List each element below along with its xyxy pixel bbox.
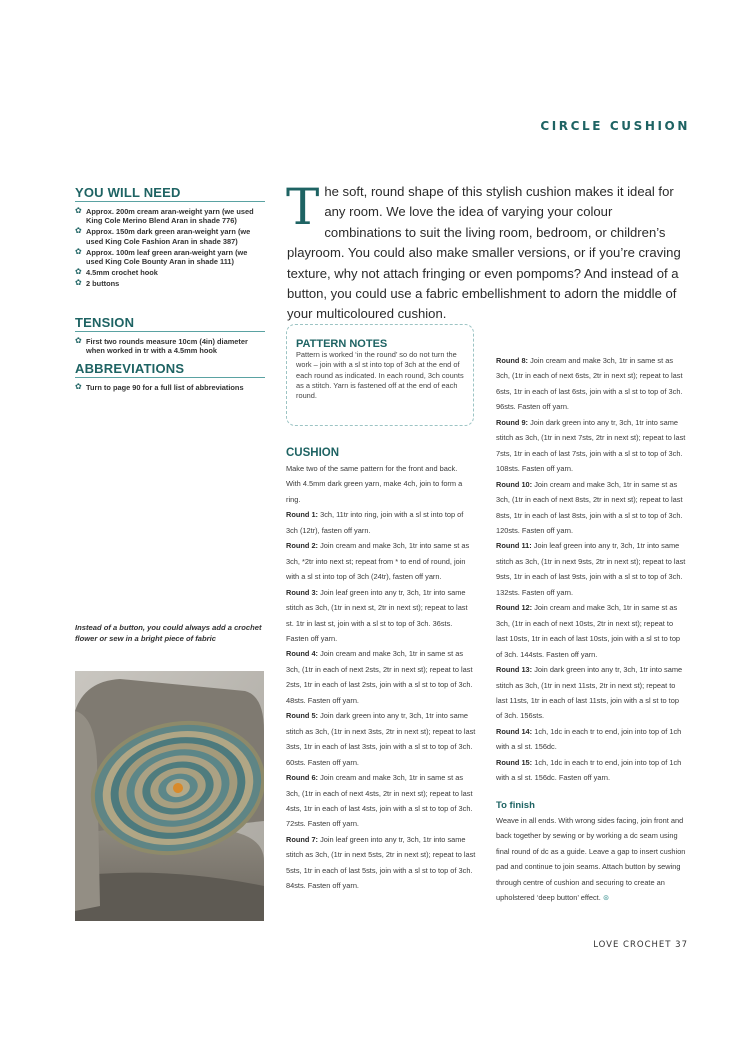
page-footer: LOVE CROCHET 37 — [593, 940, 688, 950]
cushion-heading: CUSHION — [286, 447, 340, 459]
materials-section — [75, 185, 265, 291]
materials-item: ✿ 2 buttons — [75, 278, 120, 289]
round-instruction: Round 9: Join dark green into any tr, 3ch, 1tr into same stitch as 3ch, (1tr in next 7sts, 2tr in next st); repeat to last 7sts, 1tr in each of last 7sts, join with a sl st to top of 3ch. 108sts. Fasten off yarn. — [496, 417, 686, 474]
end-mark-icon: ⊛ — [602, 892, 610, 902]
tension-section — [75, 315, 265, 357]
tension-item: ✿ First two rounds measure 10cm (4in) diameter when worked in tr with a 4.5mm hook — [75, 336, 248, 356]
finish-heading: To finish — [496, 799, 535, 811]
heading-rule — [75, 331, 265, 332]
flower-bullet-icon: ✿ — [75, 206, 82, 215]
abbreviations-heading: ABBREVIATIONS — [75, 361, 185, 376]
round-instruction: Round 15: 1ch, 1dc in each tr to end, join into top of 1ch with a sl st. 156dc. Fasten off yarn. — [496, 757, 682, 783]
abbreviations-section — [75, 361, 265, 394]
pattern-column-right — [496, 353, 686, 905]
round-instruction: Round 14: 1ch, 1dc in each tr to end, join into top of 1ch with a sl st. 156dc. — [496, 726, 682, 752]
abbreviations-item: ✿ Turn to page 90 for a full list of abbreviations — [75, 382, 244, 392]
flower-bullet-icon: ✿ — [75, 336, 82, 345]
round-instruction: Round 10: Join cream and make 3ch, 1tr in same st as 3ch, (1tr in each of next 8sts, 2tr in next st); repeat to last 8sts, 1tr in each of last 8sts, join with a sl st to top of 3ch. 120sts. Fasten off yarn. — [496, 479, 683, 535]
materials-heading: YOU WILL NEED — [75, 185, 181, 200]
pattern-notes-heading: PATTERN NOTES — [296, 338, 388, 350]
pattern-notes-box — [286, 324, 474, 426]
page-title: CIRCLE CUSHION — [540, 119, 690, 133]
flower-bullet-icon: ✿ — [75, 226, 82, 236]
round-instruction: Round 3: Join leaf green into any tr, 3ch, 1tr into same stitch as 3ch, (1tr in next st, 2tr in next st); repeat to last st. 1tr in last st, join with a sl st to top of 3ch. 36sts. Fasten off yarn. — [286, 587, 468, 643]
materials-item: ✿ Approx. 150m dark green aran-weight yarn (we used King Cole Fashion Aran in shade 387) — [75, 226, 251, 246]
pattern-column-left — [286, 445, 476, 894]
round-instruction: Round 4: Join cream and make 3ch, 1tr in same st as 3ch, (1tr in each of next 2sts, 2tr in next st); repeat to last 2sts, 1tr in each of last 2sts, join with a sl st to top of 3ch. 48sts. Fasten off yarn. — [286, 649, 473, 705]
intro-text: he soft, round shape of this stylish cushion makes it ideal for any room. We love the idea of varying your colour combinations to suit the living room, bedroom, or children’s playroom. You could also make smaller versions, or if you’re craving texture, why not attach fringing or even pompoms? And instead of a button, you could use a fabric embellishment to adorn the middle of your multicoloured cushion. — [287, 184, 681, 322]
round-instruction: Round 2: Join cream and make 3ch, 1tr into same st as 3ch, *2tr into next st; repeat from * to end of round, join with a sl st into top of 3ch (24tr), fasten off yarn. — [286, 541, 470, 582]
heading-rule — [75, 201, 265, 202]
materials-item: ✿ 4.5mm crochet hook — [75, 267, 158, 278]
round-instruction: Round 13: Join dark green into any tr, 3ch, 1tr into same stitch as 3ch, (1tr in next 11sts, 2tr in next st); repeat to last 11sts, 1tr in each of last 11sts, join with a sl st to top of 3ch. 156sts. — [496, 665, 683, 721]
materials-item: ✿ Approx. 100m leaf green aran-weight yarn (we used King Cole Bounty Aran in shade 111) — [75, 246, 248, 267]
flower-bullet-icon: ✿ — [75, 278, 82, 288]
cushion-intro: Make two of the same pattern for the front and back. — [286, 464, 458, 473]
round-instruction: Round 5: Join dark green into any tr, 3ch, 1tr into same stitch as 3ch, (1tr in next 3sts, 2tr in next st); repeat to last 3sts, 1tr in each of last 3sts, join with a sl st to top of 3ch. 60sts. Fasten off yarn. — [286, 711, 476, 767]
finish-text: Weave in all ends. With wrong sides facing, join front and back together by sewing or by working a dc seam using final round of dc as a guide. Leave a gap to insert cushion pad and continue to join seams. Attach button by sewing through centre of cushion and securing to create an upholstered ‘deep button’ effect. ⊛ — [496, 815, 686, 902]
round-instruction: Round 7: Join leaf green into any tr, 3ch, 1tr into same stitch as 3ch, (1tr in next 5sts, 2tr in next st); repeat to last 5sts, 1tr in each of last 5sts, join with a sl st to top of 3ch. 84sts. Fasten off yarn. — [286, 834, 476, 891]
pattern-notes-text: Pattern is worked ‘in the round’ so do not turn the work – join with a sl st into top of 3ch at the end of each round as indicated. In each round, 3ch counts as a stitch. Yarn is fastened off at the end of each round. — [296, 350, 464, 401]
flower-bullet-icon: ✿ — [75, 246, 82, 256]
flower-bullet-icon: ✿ — [75, 382, 82, 391]
round-instruction: Round 6: Join cream and make 3ch, 1tr in same st as 3ch, (1tr in each of next 4sts, 2tr in next st); repeat to last 4sts, 1tr in each of last 4sts, join with a sl st to top of 3ch. 72sts. Fasten off yarn. — [286, 773, 473, 829]
intro-paragraph — [286, 178, 687, 325]
round-instruction: Round 12: Join cream and make 3ch, 1tr in same st as 3ch, (1tr in each of next 10sts, 2tr in next st); repeat to last 10sts, 1tr in each of last 10sts, join with a sl st to top of 3ch. 144sts. Fasten off yarn. — [496, 603, 681, 659]
flower-bullet-icon: ✿ — [75, 267, 82, 277]
cushion-photo — [75, 671, 264, 921]
cushion-intro: With 4.5mm dark green yarn, make 4ch, join to form a ring. — [286, 479, 463, 504]
photo-caption: Instead of a button, you could always add a crochet flower or sew in a bright piece of fabric — [75, 623, 262, 643]
drop-cap: T — [286, 178, 320, 236]
heading-rule — [75, 377, 265, 378]
round-instruction: Round 11: Join leaf green into any tr, 3ch, 1tr into same stitch as 3ch, (1tr in next 9sts, 2tr in next st); repeat to last 9sts, 1tr in each of last 9sts, join with a sl st to top of 3ch. 132sts. Fasten off yarn. — [496, 541, 686, 597]
round-instruction: Round 8: Join cream and make 3ch, 1tr in same st as 3ch, (1tr in each of next 6sts, 2tr in next st); repeat to last 6sts, 1tr in each of last 6sts, join with a sl st to top of 3ch. 96sts. Fasten off yarn. — [496, 356, 683, 412]
materials-item: ✿ Approx. 200m cream aran-weight yarn (we used King Cole Merino Blend Aran in shade 776) — [75, 206, 254, 226]
tension-heading: TENSION — [75, 315, 135, 330]
round-instruction: Round 1: 3ch, 11tr into ring, join with a sl st into top of 3ch (12tr), fasten off yarn. — [286, 510, 464, 535]
